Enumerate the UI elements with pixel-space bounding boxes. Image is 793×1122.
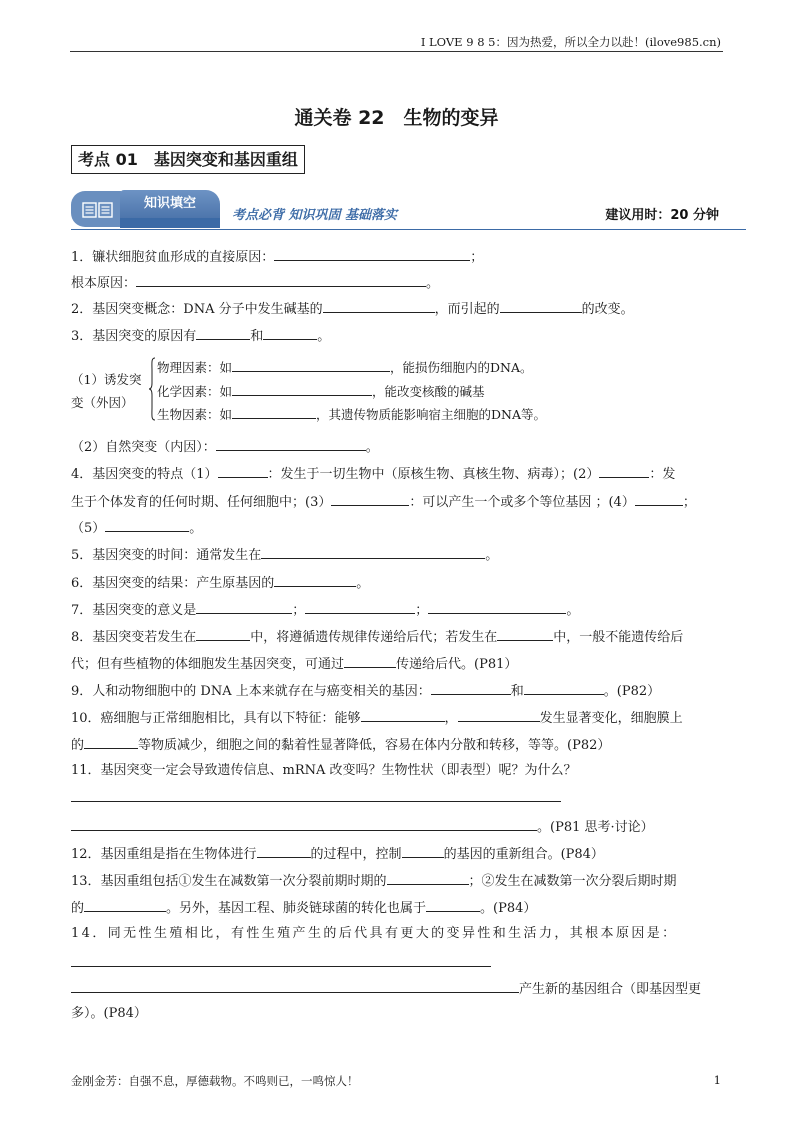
blank[interactable] bbox=[635, 492, 683, 506]
question-14-c: 多）。(P84） bbox=[71, 1006, 147, 1021]
question-8a: 8．基因突变若发生在 中，将遵循遗传规律传递给后代；若发生在 中，一般不能遗传给后 bbox=[71, 627, 683, 647]
book-icon bbox=[82, 202, 114, 218]
question-9: 9．人和动物细胞中的 DNA 上本来就存在与癌变相关的基因： 和 。(P82） bbox=[71, 681, 660, 701]
blank[interactable] bbox=[136, 273, 426, 287]
question-5: 5．基因突变的时间：通常发生在 。 bbox=[71, 545, 498, 565]
blank[interactable] bbox=[105, 518, 189, 532]
banner-tab: 知识填空 bbox=[120, 190, 220, 220]
blank[interactable] bbox=[196, 326, 250, 340]
answer-line[interactable] bbox=[71, 801, 561, 802]
natural-mutation: （2）自然突变（内因）： 。 bbox=[71, 437, 379, 457]
blank[interactable] bbox=[232, 358, 390, 372]
blank[interactable] bbox=[84, 898, 166, 912]
blank[interactable] bbox=[387, 871, 469, 885]
blank[interactable] bbox=[344, 654, 396, 668]
question-8b: 代；但有些植物的体细胞发生基因突变，可通过 传递给后代。(P81） bbox=[71, 654, 517, 674]
banner-tab-base bbox=[120, 218, 220, 228]
blank[interactable] bbox=[428, 600, 566, 614]
question-4b: 生于个体发育的任何时期、任何细胞中；(3） ：可以产生一个或多个等位基因 ；(4） ； bbox=[71, 492, 696, 512]
induced-label-2: 变（外因） bbox=[71, 395, 134, 410]
question-11: 11．基因突变一定会导致遗传信息、mRNA 改变吗？生物性状（即表型）呢？为什么？ bbox=[71, 763, 577, 778]
blank[interactable] bbox=[71, 817, 537, 831]
question-12: 12．基因重组是指在生物体进行 的过程中，控制 的基因的重新组合。(P84） bbox=[71, 844, 604, 864]
blank[interactable] bbox=[431, 681, 511, 695]
blank[interactable] bbox=[274, 573, 356, 587]
blank[interactable] bbox=[305, 600, 415, 614]
blank[interactable] bbox=[216, 437, 366, 451]
question-6: 6．基因突变的结果：产生原基因的 。 bbox=[71, 573, 369, 593]
blank[interactable] bbox=[426, 898, 480, 912]
question-14: 14．同无性生殖相比，有性生殖产生的后代具有更大的变异性和生活力，其根本原因是： bbox=[71, 926, 678, 941]
blank[interactable] bbox=[524, 681, 604, 695]
question-10b: 的 等物质减少，细胞之间的黏着性显著降低，容易在体内分散和转移，等等。(P82） bbox=[71, 735, 610, 755]
blank[interactable] bbox=[402, 844, 444, 858]
question-7: 7．基因突变的意义是 ； ； 。 bbox=[71, 600, 579, 620]
banner-time: 建议用时：20 分钟 bbox=[605, 208, 719, 223]
question-11-end: 。(P81 思考·讨论） bbox=[71, 817, 654, 837]
question-14-b: 产生新的基因组合（即基因型更 bbox=[71, 979, 701, 999]
blank[interactable] bbox=[331, 492, 409, 506]
banner-underline bbox=[71, 229, 746, 230]
blank[interactable] bbox=[84, 735, 138, 749]
blank[interactable] bbox=[274, 247, 470, 261]
page-title: 通关卷 22 生物的变异 bbox=[294, 107, 499, 129]
question-13b: 的 。另外，基因工程、肺炎链球菌的转化也属于 。(P84） bbox=[71, 898, 536, 918]
brace-icon bbox=[148, 357, 156, 421]
blank[interactable] bbox=[218, 464, 268, 478]
section-heading: 考点 01 基因突变和基因重组 bbox=[71, 145, 305, 174]
blank[interactable] bbox=[497, 627, 553, 641]
blank[interactable] bbox=[263, 326, 317, 340]
physical-factor: 物理因素：如 ，能损伤细胞内的DNA。 bbox=[157, 360, 533, 375]
question-13a: 13．基因重组包括①发生在减数第一次分裂前期时期的 ；②发生在减数第一次分裂后期时期 bbox=[71, 871, 677, 891]
question-4c: （5） 。 bbox=[71, 518, 202, 538]
blank[interactable] bbox=[323, 299, 435, 313]
header-text: I LOVE 9 8 5：因为热爱，所以全力以赴！(ilove985.cn) bbox=[420, 35, 721, 49]
blank[interactable] bbox=[196, 627, 250, 641]
blank[interactable] bbox=[232, 382, 372, 396]
answer-line[interactable] bbox=[71, 966, 491, 967]
blank[interactable] bbox=[361, 708, 445, 722]
question-4a: 4．基因突变的特点（1） ：发生于一切生物中（原核生物、真核生物、病毒）；(2） ：发 bbox=[71, 464, 675, 484]
header-divider bbox=[70, 51, 723, 52]
blank[interactable] bbox=[257, 844, 311, 858]
banner-slogan: 考点必背 知识巩固 基础落实 bbox=[232, 208, 398, 223]
question-3: 3．基因突变的原因有 和 。 bbox=[71, 326, 330, 346]
question-1b: 根本原因： 。 bbox=[71, 273, 439, 293]
blank[interactable] bbox=[500, 299, 582, 313]
blank[interactable] bbox=[458, 708, 540, 722]
question-2: 2．基因突变概念：DNA 分子中发生碱基的 ，而引起的 的改变。 bbox=[71, 299, 634, 319]
question-10a: 10．癌细胞与正常细胞相比，具有以下特征：能够 ， 发生显著变化，细胞膜上 bbox=[71, 708, 683, 728]
blank[interactable] bbox=[261, 545, 485, 559]
blank[interactable] bbox=[232, 405, 316, 419]
page-number: 1 bbox=[713, 1073, 721, 1087]
biological-factor: 生物因素：如 ，其遗传物质能影响宿主细胞的DNA等。 bbox=[157, 407, 547, 422]
induced-label-1: （1）诱发突 bbox=[71, 372, 142, 387]
question-1a: 1．镰状细胞贫血形成的直接原因： ； bbox=[71, 247, 483, 267]
chemical-factor: 化学因素：如 ，能改变核酸的碱基 bbox=[157, 384, 485, 399]
footer-motto: 金刚金芳：自强不息，厚德载物。不鸣则已，一鸣惊人！ bbox=[71, 1074, 359, 1088]
blank[interactable] bbox=[599, 464, 649, 478]
blank[interactable] bbox=[196, 600, 292, 614]
blank[interactable] bbox=[71, 979, 519, 993]
